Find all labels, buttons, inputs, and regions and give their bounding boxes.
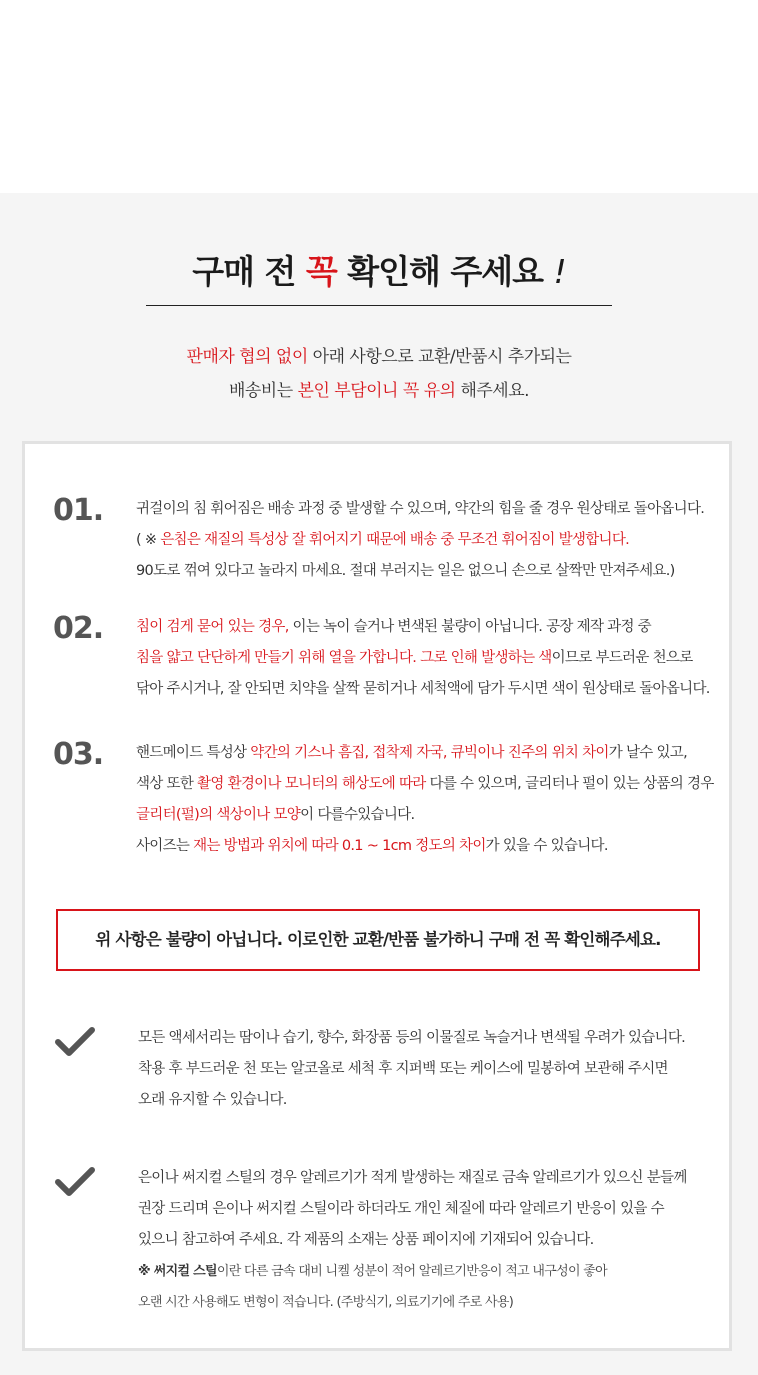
item-segment: 핸드메이드 특성상 — [136, 745, 251, 761]
item-segment: 다를 수 있으며, 글리터나 펄이 있는 상품의 경우 — [425, 776, 714, 792]
care-note-line: 착용 후 부드러운 천 또는 알코올로 세척 후 지퍼백 또는 케이스에 밀봉하여 보관해 주시면 — [138, 1061, 668, 1077]
item-segment: 이는 녹이 슬거나 변색된 불량이 아닙니다. 공장 제작 과정 중 — [288, 619, 651, 635]
top-blank-area — [0, 0, 758, 193]
care-note-line: 있으니 참고하여 주세요. 각 제품의 소재는 상품 페이지에 기재되어 있습니다. — [138, 1232, 594, 1248]
item-highlight: 재는 방법과 위치에 따라 0.1 ~ 1cm 정도의 차이 — [193, 838, 486, 854]
care-note-line: 오래 유지할 수 있습니다. — [138, 1092, 287, 1108]
item-highlight: 침을 얇고 단단하게 만들기 위해 열을 가합니다. 그로 인해 발생하는 색 — [136, 650, 552, 666]
notice-card — [22, 441, 732, 1351]
item-line — [136, 525, 736, 556]
item-segment: 가 날수 있고, — [608, 745, 688, 761]
item-number: 03. — [53, 737, 104, 772]
item-highlight: 촬영 환경이나 모니터의 해상도에 따라 — [197, 776, 426, 792]
intro-highlight: 본인 부담이니 꼭 유의 — [297, 381, 456, 401]
item-text — [136, 494, 736, 587]
item-line — [136, 769, 736, 800]
intro-highlight: 판매자 협의 없이 — [186, 347, 308, 367]
check-icon — [55, 1167, 95, 1197]
care-note-line: 모든 액세서리는 땀이나 습기, 향수, 화장품 등의 이물질로 녹슬거나 변색될 우려가 있습니다. — [138, 1030, 686, 1046]
page-title: 구매 전 꼭 확인해 주세요 ! — [192, 252, 566, 291]
item-segment: 90도로 꺾여 있다고 놀라지 마세요. 절대 부러지는 일은 없으니 손으로 살짝만 만져주세요.) — [136, 563, 675, 579]
item-line — [136, 556, 736, 587]
item-number: 02. — [53, 611, 104, 646]
item-number: 01. — [53, 493, 104, 528]
item-line — [136, 612, 736, 643]
item-text — [136, 738, 736, 862]
item-segment: 닦아 주시거나, 잘 안되면 치약을 살짝 묻히거나 세척액에 담가 두시면 색이 원상태로 돌아옵니다. — [136, 681, 710, 697]
item-text — [136, 612, 736, 705]
intro-segment: 배송비는 — [228, 381, 298, 401]
item-line — [136, 643, 736, 674]
item-segment: ( ※ — [136, 532, 161, 548]
item-highlight: 침이 검게 묻어 있는 경우, — [136, 619, 289, 635]
intro-text — [0, 340, 758, 408]
care-note-text — [138, 1023, 738, 1116]
item-segment: 색상 또한 — [136, 776, 198, 792]
care-note-line: 권장 드리며 은이나 써지컬 스틸이라 하더라도 개인 체질에 따라 알레르기 반응이 있을 수 — [138, 1201, 664, 1217]
care-note-text — [138, 1163, 738, 1318]
steel-note-continued: 오랜 시간 사용해도 변형이 적습니다. (주방식기, 의료기기에 주로 사용) — [138, 1295, 514, 1310]
intro-segment: 해주세요. — [455, 381, 530, 401]
item-segment: 가 있을 수 있습니다. — [485, 838, 608, 854]
steel-note: ※ 써지컬 스틸이란 다른 금속 대비 니켈 성분이 적어 알레르기반응이 적고 내구성이 좋아 — [138, 1264, 607, 1279]
warning-box: 위 사항은 불량이 아닙니다. 이로인한 교환/반품 불가하니 구매 전 꼭 확인해주세요. — [56, 909, 700, 971]
check-icon — [55, 1027, 95, 1057]
item-segment: 사이즈는 — [136, 838, 194, 854]
intro-segment: 아래 사항으로 교환/반품시 추가되는 — [307, 347, 572, 367]
intro-line-2 — [0, 374, 758, 408]
item-line — [136, 831, 736, 862]
item-segment: 이 다를수있습니다. — [300, 807, 415, 823]
title-divider — [146, 305, 612, 306]
intro-line-1 — [0, 340, 758, 374]
item-line — [136, 800, 736, 831]
item-highlight: 약간의 기스나 흠집, 접착제 자국, 큐빅이나 진주의 위치 차이 — [250, 745, 609, 761]
item-line — [136, 494, 736, 525]
item-line — [136, 674, 736, 705]
item-highlight: 은침은 재질의 특성상 잘 휘어지기 때문에 배송 중 무조건 휘어짐이 발생합니다. — [160, 532, 630, 548]
item-segment: 이므로 부드러운 천으로 — [551, 650, 693, 666]
item-line — [136, 738, 736, 769]
care-note-line: 은이나 써지컬 스틸의 경우 알레르기가 적게 발생하는 재질로 금속 알레르기가 있으신 분들께 — [138, 1170, 687, 1186]
item-segment: 귀걸이의 침 휘어짐은 배송 과정 중 발생할 수 있으며, 약간의 힘을 줄 경우 원상태로 돌아옵니다. — [136, 501, 705, 517]
item-highlight: 글리터(펄)의 색상이나 모양 — [136, 807, 301, 823]
